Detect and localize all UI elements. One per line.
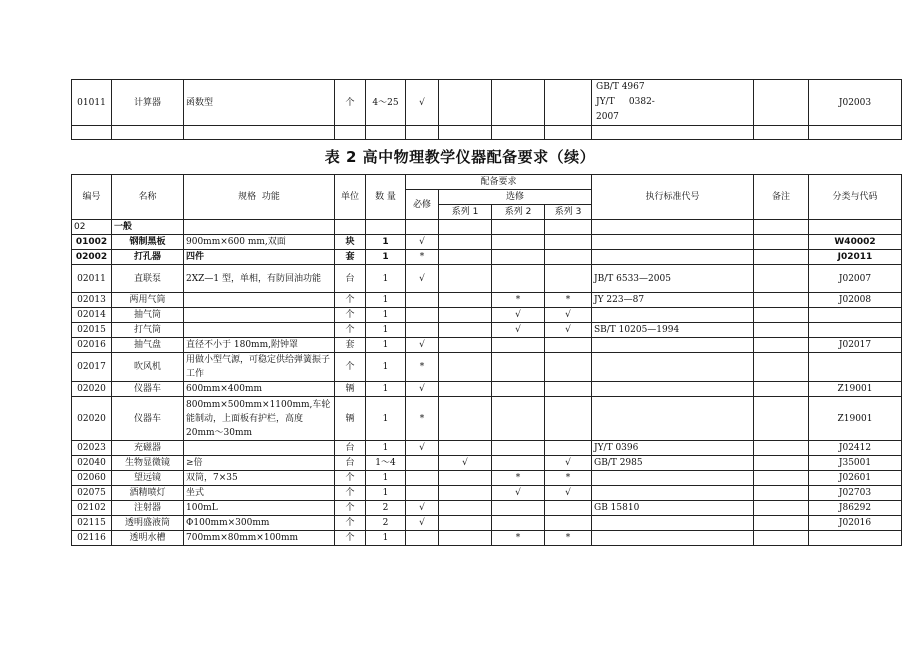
item-qty: 2 xyxy=(366,516,406,531)
header-standard: 执行标准代号 xyxy=(592,175,754,220)
item-code: 02116 xyxy=(72,531,112,546)
header-series3: 系列 3 xyxy=(545,205,592,220)
item-spec: 用做小型气源，可稳定供给弹簧振子工作 xyxy=(184,353,335,382)
item-series1 xyxy=(439,323,492,338)
item-series1 xyxy=(439,250,492,265)
header-spec: 规格 功能 xyxy=(184,175,335,220)
item-required xyxy=(406,486,439,501)
item-spec: 2XZ—1 型，单相，有防回油功能 xyxy=(184,265,335,293)
table-row xyxy=(72,456,902,471)
item-class-code: J02017 xyxy=(809,338,902,353)
item-class-code: J02008 xyxy=(809,293,902,308)
item-unit: 个 xyxy=(335,353,366,382)
item-name: 钢制黑板 xyxy=(112,235,184,250)
item-class-code: J02412 xyxy=(809,441,902,456)
item-series1: √ xyxy=(439,456,492,471)
item-spec: 600mm×400mm xyxy=(184,382,335,397)
item-class-code xyxy=(809,353,902,382)
item-code: 02013 xyxy=(72,293,112,308)
item-series1 xyxy=(439,486,492,501)
item-series3: √ xyxy=(545,456,592,471)
item-spec xyxy=(184,441,335,456)
item-series2 xyxy=(492,441,545,456)
item-note xyxy=(754,293,809,308)
item-spec: 900mm×600 mm,双面 xyxy=(184,235,335,250)
table-row xyxy=(72,397,902,441)
item-note xyxy=(754,516,809,531)
item-name: 直联泵 xyxy=(112,265,184,293)
item-spec xyxy=(184,293,335,308)
item-class-code xyxy=(809,323,902,338)
item-unit: 个 xyxy=(335,293,366,308)
table-row xyxy=(72,80,902,126)
item-name: 计算器 xyxy=(112,80,184,126)
item-standard xyxy=(592,338,754,353)
item-series3 xyxy=(545,441,592,456)
item-series1 xyxy=(439,353,492,382)
item-unit: 个 xyxy=(335,80,366,126)
item-required xyxy=(406,293,439,308)
item-series1 xyxy=(439,293,492,308)
item-unit: 台 xyxy=(335,265,366,293)
standard-line: 2007 xyxy=(596,112,619,122)
item-qty: 1 xyxy=(366,235,406,250)
item-note xyxy=(754,456,809,471)
item-series2 xyxy=(492,397,545,441)
item-required: * xyxy=(406,397,439,441)
table-row xyxy=(72,516,902,531)
item-required: √ xyxy=(406,338,439,353)
item-required xyxy=(406,323,439,338)
item-series2: √ xyxy=(492,308,545,323)
item-note xyxy=(754,250,809,265)
item-standard xyxy=(592,80,754,126)
item-series3 xyxy=(545,250,592,265)
header-series2: 系列 2 xyxy=(492,205,545,220)
item-name: 注射器 xyxy=(112,501,184,516)
item-series3 xyxy=(545,516,592,531)
item-required: √ xyxy=(406,441,439,456)
item-series3 xyxy=(545,501,592,516)
item-unit: 个 xyxy=(335,471,366,486)
item-qty: 1 xyxy=(366,382,406,397)
table-row xyxy=(72,501,902,516)
item-standard: JY/T 0396 xyxy=(592,441,754,456)
item-series2: * xyxy=(492,293,545,308)
item-standard xyxy=(592,235,754,250)
item-series1 xyxy=(439,441,492,456)
item-series1 xyxy=(439,531,492,546)
item-unit: 台 xyxy=(335,456,366,471)
item-qty: 2 xyxy=(366,501,406,516)
item-series1 xyxy=(439,516,492,531)
table-row xyxy=(72,441,902,456)
item-series2 xyxy=(492,353,545,382)
item-spec: 直径不小于 180mm,附钟罩 xyxy=(184,338,335,353)
item-series2: * xyxy=(492,471,545,486)
item-standard xyxy=(592,397,754,441)
table-row xyxy=(72,486,902,501)
item-note xyxy=(754,382,809,397)
item-qty: 1 xyxy=(366,353,406,382)
table-row xyxy=(72,265,902,293)
top-continuation-table xyxy=(71,79,902,140)
item-class-code: J02703 xyxy=(809,486,902,501)
item-class-code: J02016 xyxy=(809,516,902,531)
item-unit: 个 xyxy=(335,516,366,531)
item-standard xyxy=(592,471,754,486)
section-name: 一般 xyxy=(112,220,184,235)
item-class-code: W40002 xyxy=(809,235,902,250)
item-standard xyxy=(592,250,754,265)
item-name: 望远镜 xyxy=(112,471,184,486)
item-series3 xyxy=(545,80,592,126)
item-series2 xyxy=(492,338,545,353)
item-name: 仪器车 xyxy=(112,397,184,441)
item-note xyxy=(754,323,809,338)
table-row xyxy=(72,471,902,486)
item-code: 02040 xyxy=(72,456,112,471)
item-name: 吹风机 xyxy=(112,353,184,382)
item-class-code xyxy=(809,308,902,323)
header-class-code: 分类与代码 xyxy=(809,175,902,220)
header-required: 必修 xyxy=(406,190,439,220)
section-code: 02 xyxy=(72,220,112,235)
item-series3 xyxy=(545,338,592,353)
item-code: 01002 xyxy=(72,235,112,250)
item-series3: √ xyxy=(545,308,592,323)
item-standard: SB/T 10205—1994 xyxy=(592,323,754,338)
item-standard xyxy=(592,308,754,323)
item-class-code: J86292 xyxy=(809,501,902,516)
table-title: 表 2 高中物理教学仪器配备要求（续） xyxy=(324,148,596,166)
item-class-code: Z19001 xyxy=(809,397,902,441)
item-series1 xyxy=(439,501,492,516)
table-row xyxy=(72,531,902,546)
item-code: 02016 xyxy=(72,338,112,353)
header-config: 配备要求 xyxy=(406,175,592,190)
item-qty: 1 xyxy=(366,250,406,265)
item-note xyxy=(754,265,809,293)
item-required: √ xyxy=(406,235,439,250)
item-class-code: J02601 xyxy=(809,471,902,486)
item-qty: 1 xyxy=(366,441,406,456)
item-code: 02020 xyxy=(72,397,112,441)
item-note xyxy=(754,531,809,546)
item-series1 xyxy=(439,80,492,126)
item-note xyxy=(754,501,809,516)
header-name: 名称 xyxy=(112,175,184,220)
item-qty: 1 xyxy=(366,471,406,486)
item-spec: ≥倍 xyxy=(184,456,335,471)
item-spec: 四件 xyxy=(184,250,335,265)
item-code: 02102 xyxy=(72,501,112,516)
item-standard: GB/T 2985 xyxy=(592,456,754,471)
table-row xyxy=(72,126,902,140)
item-standard: GB 15810 xyxy=(592,501,754,516)
item-name: 透明盛液筒 xyxy=(112,516,184,531)
item-qty: 1 xyxy=(366,531,406,546)
item-qty: 1 xyxy=(366,323,406,338)
item-series2: √ xyxy=(492,486,545,501)
item-unit: 个 xyxy=(335,308,366,323)
item-required xyxy=(406,471,439,486)
item-series3 xyxy=(545,353,592,382)
item-note xyxy=(754,235,809,250)
item-class-code: Z19001 xyxy=(809,382,902,397)
item-code: 02011 xyxy=(72,265,112,293)
item-code: 02014 xyxy=(72,308,112,323)
item-series3 xyxy=(545,382,592,397)
item-name: 抽气盘 xyxy=(112,338,184,353)
item-standard xyxy=(592,531,754,546)
item-required: √ xyxy=(406,265,439,293)
header-unit: 单位 xyxy=(335,175,366,220)
item-note xyxy=(754,80,809,126)
item-series3 xyxy=(545,235,592,250)
item-note xyxy=(754,471,809,486)
header-series1: 系列 1 xyxy=(439,205,492,220)
item-standard xyxy=(592,382,754,397)
item-class-code: J02003 xyxy=(809,80,902,126)
item-series1 xyxy=(439,471,492,486)
item-required xyxy=(406,531,439,546)
item-unit: 个 xyxy=(335,531,366,546)
item-class-code: J02011 xyxy=(809,250,902,265)
item-name: 打气筒 xyxy=(112,323,184,338)
item-standard xyxy=(592,516,754,531)
item-unit: 块 xyxy=(335,235,366,250)
table-row xyxy=(72,235,902,250)
item-code: 01011 xyxy=(72,80,112,126)
item-qty: 1 xyxy=(366,486,406,501)
item-spec xyxy=(184,323,335,338)
item-standard: JB/T 6533—2005 xyxy=(592,265,754,293)
item-series1 xyxy=(439,235,492,250)
item-class-code: J35001 xyxy=(809,456,902,471)
standard-line: JY/T 0382- xyxy=(596,97,655,107)
item-note xyxy=(754,308,809,323)
item-note xyxy=(754,353,809,382)
standard-line: GB/T 4967 xyxy=(596,82,645,92)
item-series1 xyxy=(439,382,492,397)
item-series2 xyxy=(492,501,545,516)
item-unit: 个 xyxy=(335,323,366,338)
item-code: 02115 xyxy=(72,516,112,531)
item-series3: √ xyxy=(545,486,592,501)
item-name: 生物显微镜 xyxy=(112,456,184,471)
section-row xyxy=(72,220,902,235)
table-row xyxy=(72,382,902,397)
item-series2 xyxy=(492,265,545,293)
item-required: √ xyxy=(406,80,439,126)
item-code: 02017 xyxy=(72,353,112,382)
item-required xyxy=(406,456,439,471)
item-spec: 800mm×500mm×1100mm,车轮能制动，上面板有护栏，高度 20mm～30mm xyxy=(184,397,335,441)
item-standard xyxy=(592,486,754,501)
item-note xyxy=(754,441,809,456)
item-series2 xyxy=(492,516,545,531)
item-note xyxy=(754,486,809,501)
item-class-code: J02007 xyxy=(809,265,902,293)
item-series3: * xyxy=(545,531,592,546)
item-unit: 辆 xyxy=(335,397,366,441)
item-spec: 100mL xyxy=(184,501,335,516)
table-row xyxy=(72,338,902,353)
item-note xyxy=(754,397,809,441)
item-series3: √ xyxy=(545,323,592,338)
item-name: 透明水槽 xyxy=(112,531,184,546)
item-series1 xyxy=(439,338,492,353)
item-standard xyxy=(592,353,754,382)
item-code: 02060 xyxy=(72,471,112,486)
item-qty: 1 xyxy=(366,293,406,308)
item-code: 02015 xyxy=(72,323,112,338)
item-class-code xyxy=(809,531,902,546)
item-qty: 4～25 xyxy=(366,80,406,126)
item-series3 xyxy=(545,265,592,293)
item-name: 抽气筒 xyxy=(112,308,184,323)
item-required xyxy=(406,308,439,323)
item-required: * xyxy=(406,353,439,382)
item-code: 02075 xyxy=(72,486,112,501)
table-row xyxy=(72,308,902,323)
item-spec: 700mm×80mm×100mm xyxy=(184,531,335,546)
equipment-table xyxy=(71,174,902,546)
item-required: * xyxy=(406,250,439,265)
item-code: 02023 xyxy=(72,441,112,456)
item-qty: 1 xyxy=(366,338,406,353)
table-row xyxy=(72,353,902,382)
item-qty: 1 xyxy=(366,308,406,323)
table-row xyxy=(72,250,902,265)
table-row xyxy=(72,293,902,308)
item-series3: * xyxy=(545,293,592,308)
item-qty: 1 xyxy=(366,397,406,441)
header-code: 编号 xyxy=(72,175,112,220)
header-qty: 数 量 xyxy=(366,175,406,220)
item-series2 xyxy=(492,80,545,126)
item-standard: JY 223—87 xyxy=(592,293,754,308)
item-code: 02002 xyxy=(72,250,112,265)
table-row xyxy=(72,323,902,338)
header-note: 备注 xyxy=(754,175,809,220)
item-spec: 坐式 xyxy=(184,486,335,501)
item-series1 xyxy=(439,397,492,441)
item-name: 仪器车 xyxy=(112,382,184,397)
item-spec: 双筒，7×35 xyxy=(184,471,335,486)
item-spec: 函数型 xyxy=(184,80,335,126)
item-name: 酒精喷灯 xyxy=(112,486,184,501)
item-series3: * xyxy=(545,471,592,486)
header-elective: 选修 xyxy=(439,190,592,205)
item-name: 充磁器 xyxy=(112,441,184,456)
item-qty: 1 xyxy=(366,265,406,293)
item-spec xyxy=(184,308,335,323)
item-series1 xyxy=(439,308,492,323)
item-unit: 个 xyxy=(335,501,366,516)
item-series2: * xyxy=(492,531,545,546)
item-required: √ xyxy=(406,501,439,516)
item-required: √ xyxy=(406,382,439,397)
item-qty: 1～4 xyxy=(366,456,406,471)
item-series2 xyxy=(492,250,545,265)
item-unit: 辆 xyxy=(335,382,366,397)
item-required: √ xyxy=(406,516,439,531)
item-series2 xyxy=(492,382,545,397)
item-spec: Φ100mm×300mm xyxy=(184,516,335,531)
item-name: 打孔器 xyxy=(112,250,184,265)
item-unit: 台 xyxy=(335,441,366,456)
item-note xyxy=(754,338,809,353)
item-series1 xyxy=(439,265,492,293)
item-code: 02020 xyxy=(72,382,112,397)
item-unit: 个 xyxy=(335,486,366,501)
item-series3 xyxy=(545,397,592,441)
item-unit: 套 xyxy=(335,250,366,265)
item-unit: 套 xyxy=(335,338,366,353)
item-name: 两用气筒 xyxy=(112,293,184,308)
item-series2: √ xyxy=(492,323,545,338)
item-series2 xyxy=(492,456,545,471)
item-series2 xyxy=(492,235,545,250)
